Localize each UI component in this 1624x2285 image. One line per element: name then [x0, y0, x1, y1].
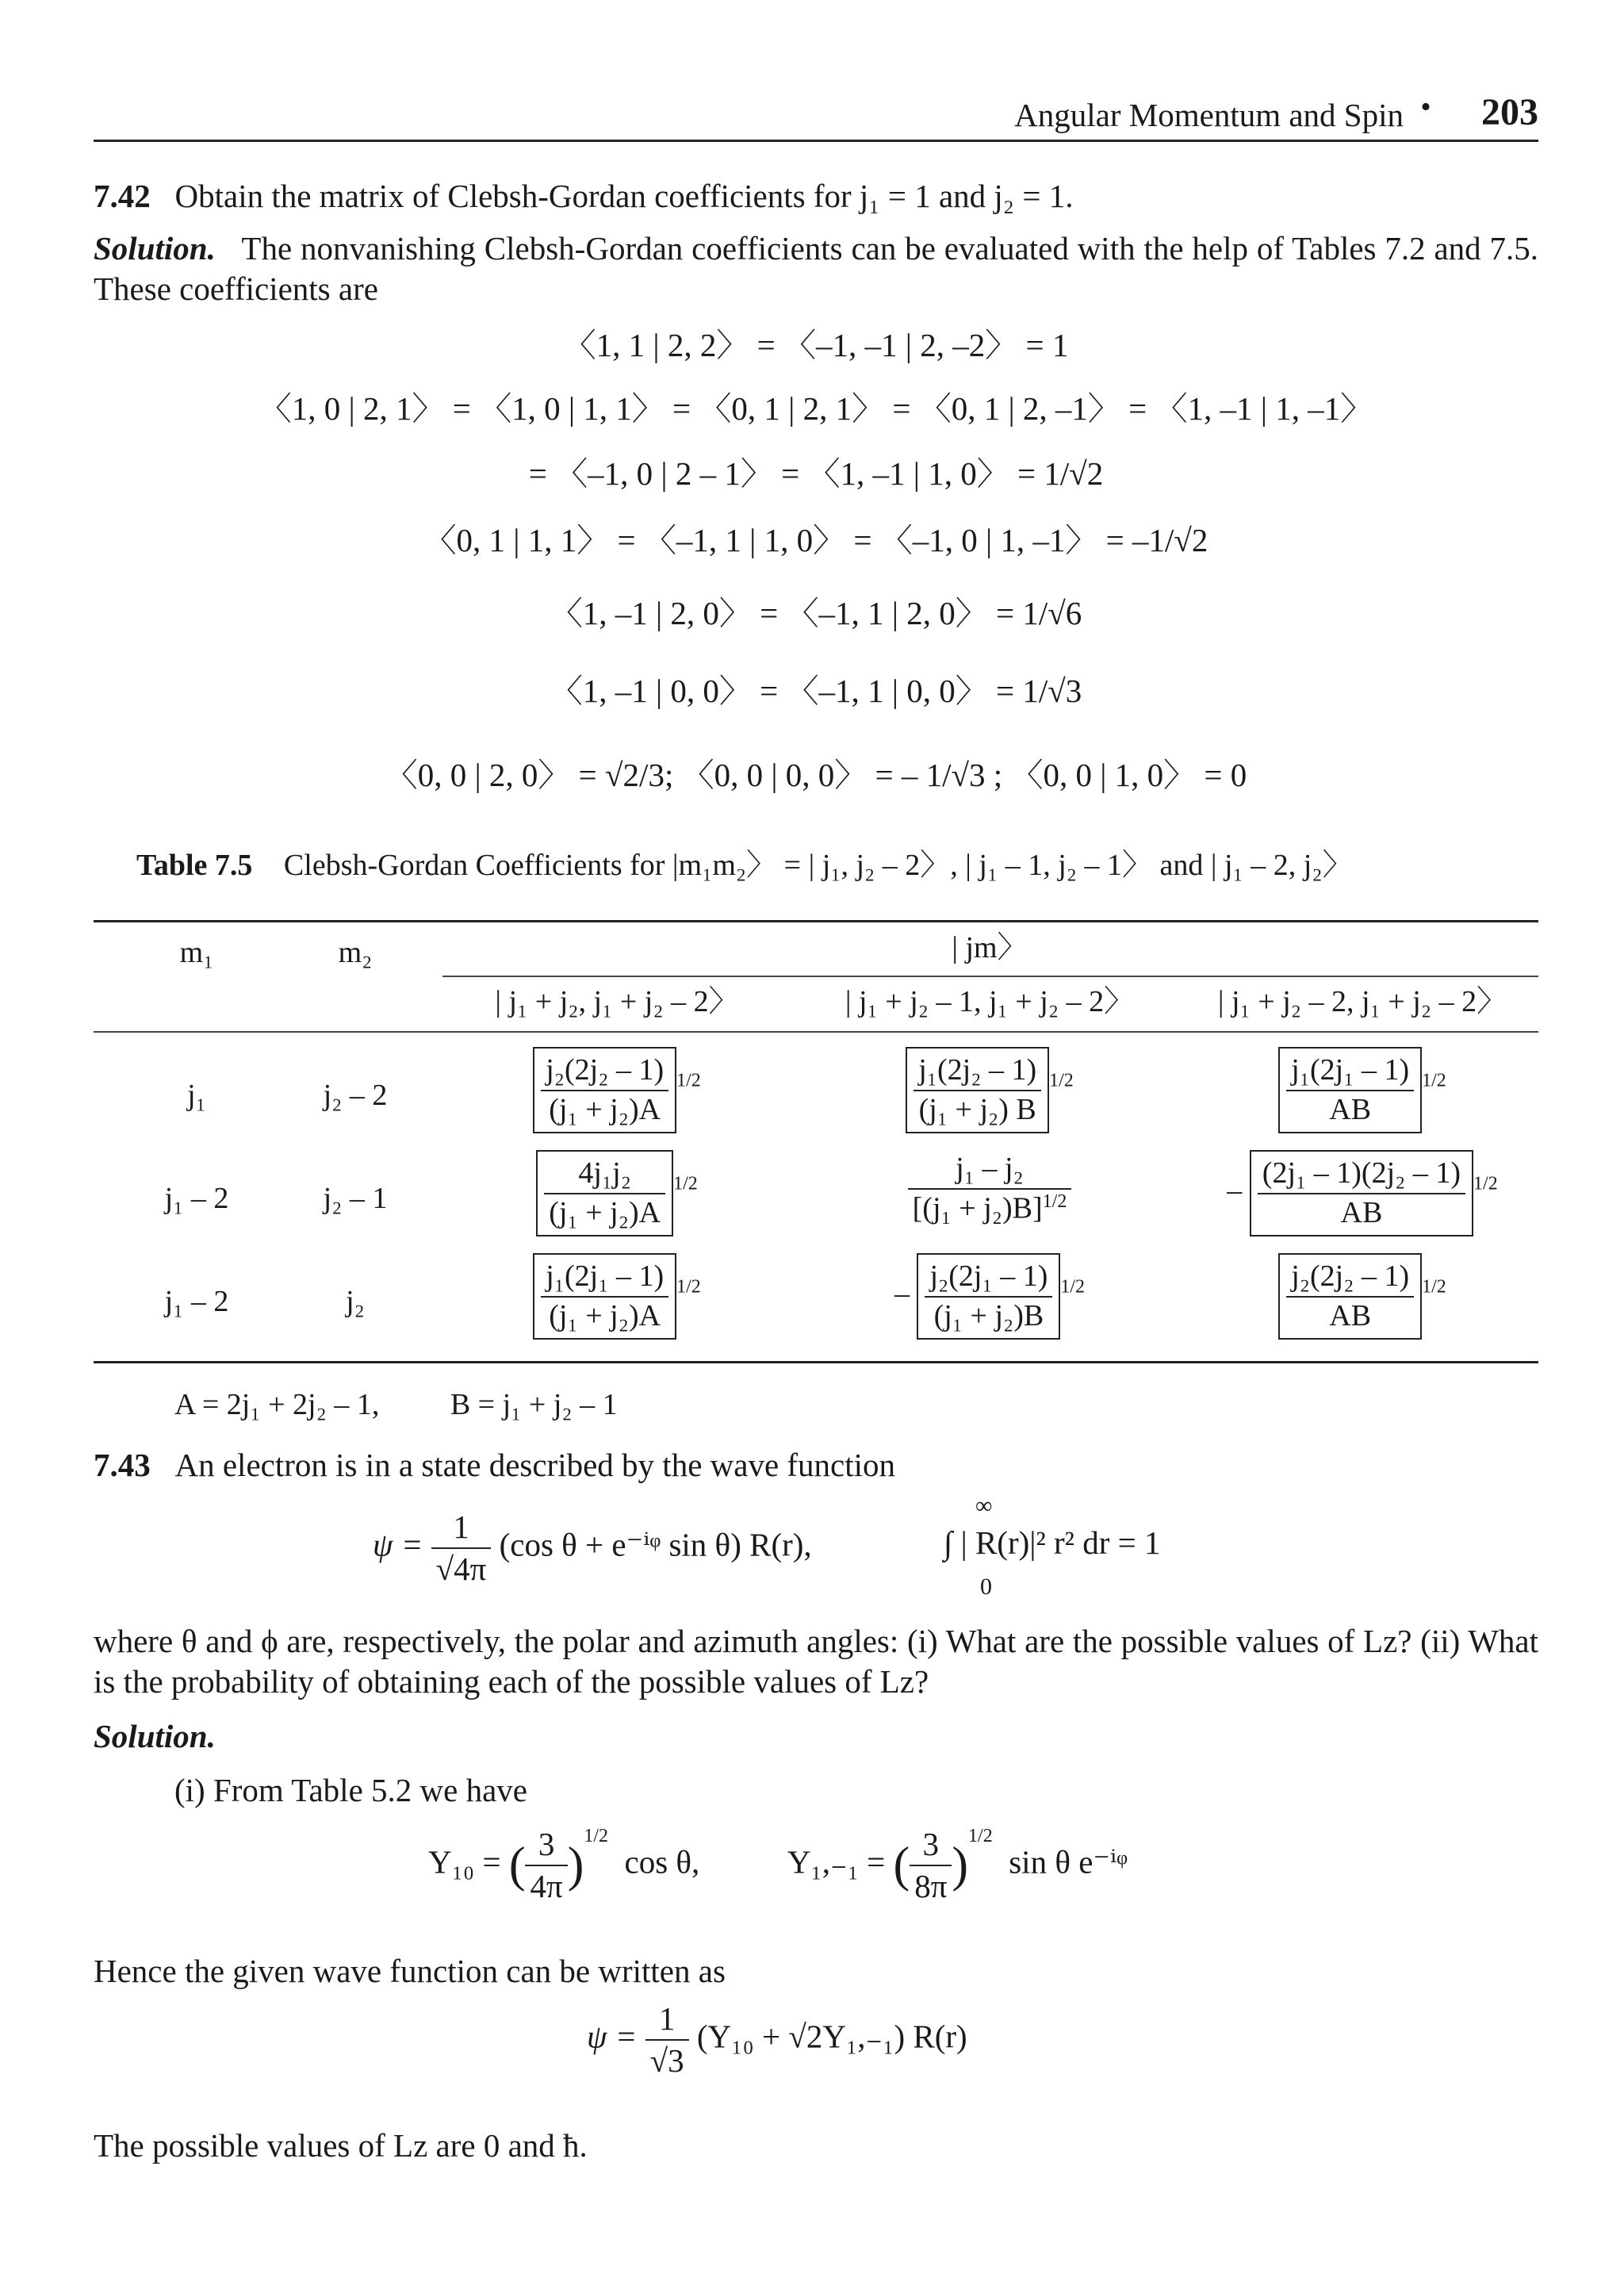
numerator: (2j₁ – 1)(2j₂ – 1): [1258, 1155, 1465, 1194]
normalization-equation: [944, 1491, 1340, 1602]
table-caption: [136, 847, 1353, 885]
numerator: 4j₁j₂: [544, 1155, 665, 1194]
numerator: j₂(2j₁ – 1): [925, 1258, 1052, 1298]
denominator: (j₁ + j₂)A: [549, 1195, 661, 1229]
coefficient-line: 〈1, 0 | 2, 1〉 = 〈1, 0 | 1, 1〉 = 〈0, 1 | 2, 1〉 = 〈0, 1 | 2, –1〉 = 〈1, –1 | 1, –1〉: [259, 390, 1373, 427]
exponent: 1/2: [676, 1070, 701, 1091]
exponent: 1/2: [1473, 1173, 1498, 1194]
numerator: j₁(2j₂ – 1): [914, 1052, 1041, 1091]
note-a: A = 2j₁ + 2j₂ – 1,: [174, 1388, 380, 1421]
denominator: (j₁ + j₂)A: [549, 1298, 661, 1332]
integral-upper-limit: ∞: [975, 1493, 993, 1519]
psi-rewritten-equation: ψ = $\frac{1}{√3}$ (Y₁₀ + √2Y₁,₋₁) R(r): [587, 1999, 1142, 2110]
row1-m2: j₂ – 2: [323, 1079, 388, 1112]
subheader-2: | j₁ + j₂ – 1, j₁ + j₂ – 2〉: [845, 985, 1135, 1018]
header-bullet: •: [1420, 90, 1431, 124]
table-note: [174, 1386, 681, 1424]
exponent: 1/2: [1042, 1190, 1067, 1212]
denominator: 8π: [914, 1868, 948, 1905]
denominator: AB: [1329, 1092, 1372, 1126]
denominator: (j₁ + j₂)A: [549, 1092, 661, 1126]
integral-lower-limit: 0: [980, 1574, 992, 1600]
coefficient-line: 〈1, 1 | 2, 2〉 = 〈–1, –1 | 2, –2〉 = 1: [563, 327, 1069, 363]
solution-text: The nonvanishing Clebsh-Gordan coefficients can be evaluated with the help of Tables 7.2 and 7.5. These coefficients are: [94, 230, 1539, 308]
numerator: 1: [431, 1507, 492, 1549]
header-m1: m₁: [179, 936, 214, 969]
cg-table: [94, 920, 1538, 1364]
numerator: 3: [910, 1824, 952, 1866]
numerator: 1: [645, 1999, 689, 2041]
denominator: $[(j_1 + j_2)B]^{1/2}$: [912, 1190, 1067, 1225]
coefficient-line: 〈0, 1 | 1, 1〉 = 〈–1, 1 | 1, 0〉 = 〈–1, 0 | 1, –1〉 = –1/√2: [423, 522, 1208, 558]
row3-col1: [442, 1253, 791, 1340]
table-label: Table 7.5: [136, 849, 253, 882]
conclusion-text: The possible values of Lz are 0 and ħ.: [94, 2127, 588, 2164]
row3-col3: [1188, 1253, 1537, 1340]
row2-col3: – $\frac{\text{(2j₁ – 1)(2j₂ – 1)}}{AB}$ $^{1/2}$: [1188, 1150, 1537, 1236]
numerator: 3: [525, 1824, 567, 1866]
question-7-43: where θ and ϕ are, respectively, the polar and azimuth angles: (i) What are the possible values of Lz? (ii) What is the probability of obtaining each of the possible values of Lz?: [94, 1623, 1538, 1700]
exponent: 1/2: [1049, 1070, 1074, 1091]
exponent: 1/2: [1422, 1070, 1446, 1091]
integral-expression: ∫ | R(r)|² r² dr = 1: [944, 1524, 1161, 1561]
problem-text: An electron is in a state described by the wave function: [174, 1447, 896, 1483]
row3-col2: – $\frac{\text{j₂(2j₁ – 1)}}{\text{(j₁ + j₂)B}}$ $^{1/2}$: [799, 1253, 1180, 1340]
row2-col1: [442, 1150, 791, 1236]
row1-col1: [442, 1047, 791, 1133]
subheader-3: | j₁ + j₂ – 2, j₁ + j₂ – 2〉: [1217, 985, 1507, 1018]
solution-label: Solution.: [94, 230, 216, 266]
row1-col3: [1188, 1047, 1537, 1133]
solution-label-7-43: Solution.: [94, 1718, 216, 1754]
denominator: (j₁ + j₂) B: [918, 1092, 1036, 1126]
step-i: (i) From Table 5.2 we have: [174, 1772, 527, 1808]
running-title: Angular Momentum and Spin: [1014, 97, 1404, 133]
page-header: [94, 86, 1538, 142]
header-rule: [94, 1031, 1538, 1033]
row2-m1: j₁ – 2: [164, 1182, 229, 1215]
denominator: √3: [649, 2042, 684, 2080]
exponent: 1/2: [968, 1826, 993, 1846]
denominator: AB: [1329, 1298, 1372, 1332]
row1-m1: j₁: [187, 1079, 206, 1112]
exponent: 1/2: [676, 1276, 701, 1298]
solution-7-42: [94, 228, 1538, 310]
problem-number: 7.42: [94, 178, 151, 214]
numerator: j₂(2j₂ – 1): [541, 1052, 668, 1091]
problem-7-43: [94, 1445, 1538, 1486]
table-bottom-rule: [94, 1361, 1538, 1363]
problem-number: 7.43: [94, 1447, 151, 1483]
numerator: j₁(2j₁ – 1): [1286, 1052, 1414, 1091]
exponent: 1/2: [673, 1173, 698, 1194]
row2-m2: j₂ – 1: [323, 1182, 388, 1215]
exponent: 1/2: [1060, 1276, 1086, 1298]
numerator: j₁ – j₂: [908, 1150, 1072, 1190]
coefficient-line: 〈1, –1 | 2, 0〉 = 〈–1, 1 | 2, 0〉 = 1/√6: [550, 595, 1082, 631]
exponent: 1/2: [1422, 1276, 1446, 1298]
exponent: 1/2: [584, 1826, 609, 1846]
denominator: 4π: [530, 1868, 563, 1905]
table-top-rule: [94, 920, 1538, 922]
table-caption-text: Clebsh-Gordan Coefficients for |m₁m₂〉 = | j₁, j₂ – 2〉, | j₁ – 1, j₂ – 1〉 and | j₁ – 2, j₂〉: [283, 849, 1353, 882]
coefficient-line: = 〈–1, 0 | 2 – 1〉 = 〈1, –1 | 1, 0〉 = 1/√2: [528, 455, 1104, 492]
header-inner-rule: [442, 976, 1538, 977]
page-number: 203: [1481, 91, 1538, 133]
coefficient-line: 〈1, –1 | 0, 0〉 = 〈–1, 1 | 0, 0〉 = 1/√3: [550, 673, 1082, 709]
problem-text: Obtain the matrix of Clebsh-Gordan coefficients for j₁ = 1 and j₂ = 1.: [174, 178, 1074, 214]
denominator: AB: [1340, 1195, 1383, 1229]
row3-m2: j₂: [346, 1285, 365, 1318]
numerator: j₁(2j₁ – 1): [541, 1258, 668, 1298]
coefficient-line: 〈0, 0 | 2, 0〉 = √2/3; 〈0, 0 | 0, 0〉 = – 1/√3 ; 〈0, 0 | 1, 0〉 = 0: [385, 757, 1247, 793]
note-b: B = j₁ + j₂ – 1: [450, 1388, 618, 1421]
wave-function-equation: ψ = $\frac{1}{√4\pi}$ (cos θ + e⁻ⁱᵠ sin θ) R(r),: [373, 1507, 1007, 1602]
spherical-harmonics: Y₁₀ = ( $\frac{3}{4\pi}$ )$^{1/2}$ cos θ, Y₁,₋₁ = ( $\frac{3}{8\pi}$ )$^{1/2}$ sin θ e⁻ⁱᵠ: [428, 1824, 1300, 1943]
header-m2: m₂: [338, 936, 373, 969]
hence-text: Hence the given wave function can be written as: [94, 1953, 726, 1989]
row3-m1: j₁ – 2: [164, 1285, 229, 1318]
row1-col2: [799, 1047, 1180, 1133]
problem-7-42: [94, 176, 1538, 217]
header-jm: | jm〉: [952, 931, 1028, 964]
subheader-1: | j₁ + j₂, j₁ + j₂ – 2〉: [495, 985, 739, 1018]
denominator: √4π: [435, 1551, 487, 1588]
denominator: (j₁ + j₂)B: [933, 1298, 1044, 1332]
numerator: j₂(2j₂ – 1): [1286, 1258, 1414, 1298]
row2-col2: [799, 1150, 1180, 1228]
